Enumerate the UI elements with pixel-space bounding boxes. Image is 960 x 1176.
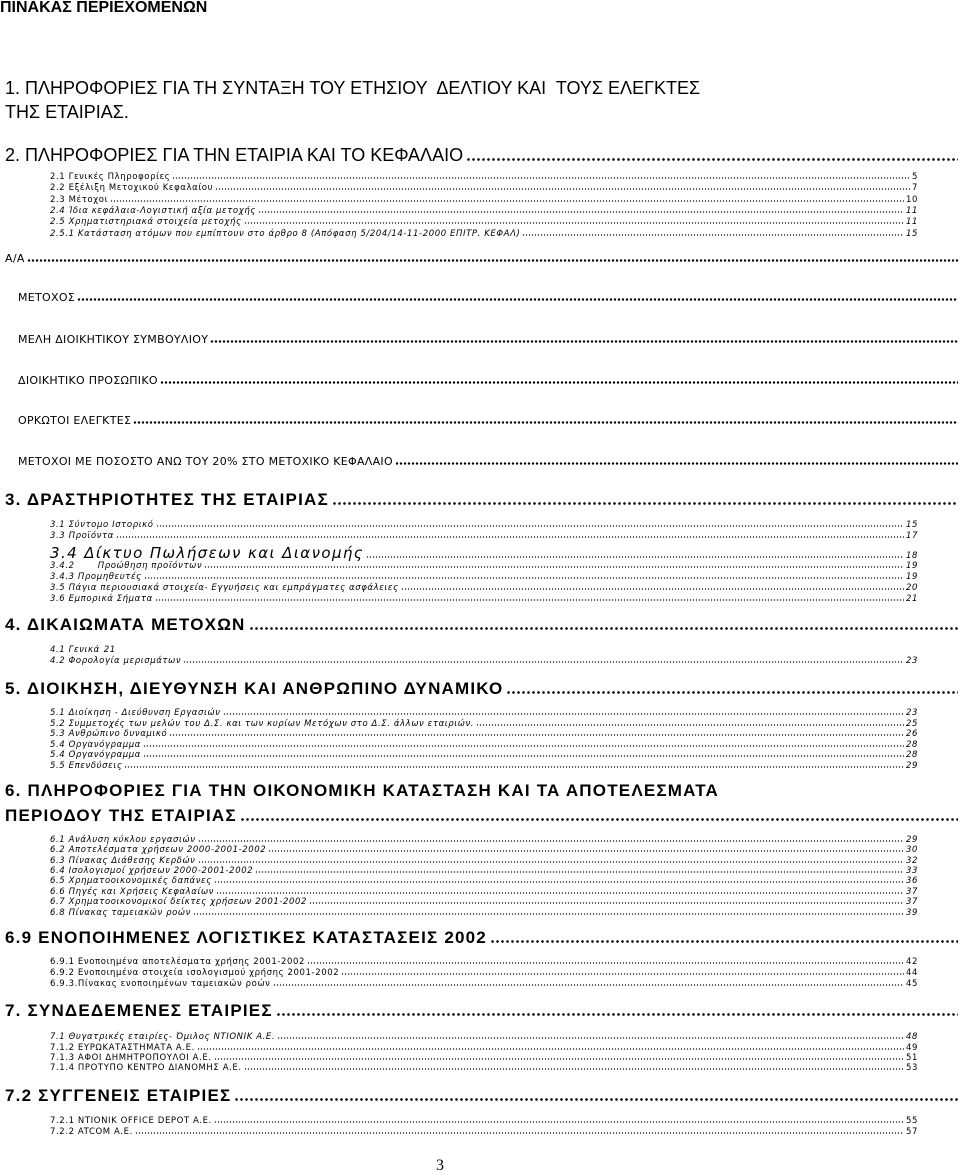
toc-entry-label: 7.2.2 ATCOM A.E.	[50, 1127, 133, 1137]
toc-entry[interactable]	[50, 172, 918, 183]
dot-leader	[116, 536, 904, 538]
toc-entry[interactable]	[50, 572, 918, 583]
toc-entry-page: 7	[911, 183, 918, 193]
toc-entry[interactable]	[50, 968, 918, 979]
toc-entry-label: 3.4 Δίκτυο Πωλήσεων και Διανομής	[50, 544, 365, 562]
toc-entry-page: 55	[905, 1116, 918, 1126]
dot-leader	[214, 1121, 904, 1123]
toc-table-heading-label: ΔΙΟΙΚΗΤΙΚΟ ΠΡΟΣΩΠΙΚΟ	[18, 374, 158, 387]
toc-entry-label: 6.3 Πίνακας Διάθεσης Κερδών	[50, 856, 196, 866]
toc-entry[interactable]	[50, 183, 918, 194]
dot-leader	[198, 840, 904, 842]
toc-entry-page: 49	[905, 1043, 918, 1053]
toc-entry[interactable]	[50, 1116, 918, 1127]
toc-entry-page: 5	[911, 172, 918, 182]
toc-heading-label: 7.2 ΣΥΓΓΕΝΕΙΣ ΕΤΑΙΡΙΕΣ	[5, 1086, 232, 1105]
dot-leader	[193, 913, 904, 915]
dot-leader	[204, 566, 904, 568]
dot-leader	[143, 755, 904, 757]
toc-entry[interactable]	[50, 1032, 918, 1043]
dot-leader	[244, 1068, 904, 1070]
toc-section-heading[interactable]	[5, 780, 958, 802]
dot-leader	[144, 577, 904, 579]
toc-entry[interactable]	[50, 583, 918, 594]
dot-leader	[77, 298, 958, 301]
toc-entry-page: 57	[905, 1127, 918, 1137]
toc-heading-label: 7. ΣΥΝΔΕΔΕΜΕΝΕΣ ΕΤΑΙΡΙΕΣ	[5, 1001, 273, 1020]
toc-table-heading-label: ΜΕΤΟΧΟΙ ΜΕ ΠΟΣΟΣΤΟ ΑΝΩ ΤΟΥ 20% ΣΤΟ ΜΕΤΟΧΙΚΟ ΚΕΦΑΛΑΙΟ	[18, 455, 393, 468]
toc-entry[interactable]	[50, 656, 918, 667]
toc-entry-label: 7.1.4 ΠΡΟΤΥΠΟ ΚΕΝΤΡΟ ΔΙΑΝΟΜΗΣ Α.Ε.	[50, 1063, 242, 1073]
dot-leader	[214, 1058, 904, 1060]
dot-leader	[244, 222, 904, 224]
toc-entry-page: 39	[905, 908, 918, 918]
dot-leader	[490, 940, 958, 943]
toc-entry-page: 33	[905, 866, 918, 876]
toc-section-heading[interactable]	[5, 489, 958, 511]
toc-entry[interactable]	[50, 561, 918, 572]
toc-title: ΠΙΝΑΚΑΣ ΠΕΡΙΕΧΟΜΕΝΩΝ	[0, 0, 208, 16]
toc-entry-page: 30	[905, 845, 918, 855]
toc-entry-label: 6.6 Πηγές και Χρήσεις Κεφαλαίων	[50, 887, 215, 897]
dot-leader	[401, 588, 904, 590]
dot-leader	[255, 871, 904, 873]
toc-section-heading[interactable]	[5, 76, 958, 100]
dot-leader	[522, 234, 904, 236]
dot-leader	[155, 599, 904, 601]
page-number: 3	[436, 1157, 444, 1174]
toc-entry-label: 2.3 Μέτοχοι	[50, 195, 109, 205]
toc-entry-page: 10	[905, 195, 918, 205]
toc-entry-page: 29	[905, 761, 918, 771]
toc-entry-page: 20	[905, 583, 918, 593]
toc-section-heading-continued[interactable]	[5, 805, 958, 827]
toc-entry-page: 23	[905, 708, 918, 718]
toc-entry[interactable]	[50, 979, 918, 990]
dot-leader	[133, 421, 958, 424]
toc-entry-page: 53	[905, 1063, 918, 1073]
toc-entry-page: 26	[905, 729, 918, 739]
dot-leader	[268, 850, 904, 852]
toc-entry-label: 6.7 Χρηματοοικονομικοί δείκτες χρήσεων 2001-2002	[50, 897, 308, 907]
toc-entry-label: 5.1 Διοίκηση - Διεύθυνση Εργασιών	[50, 708, 221, 718]
toc-entry-label: 5.5 Επενδύσεις	[50, 761, 123, 771]
toc-entry-page: 25	[905, 719, 918, 729]
toc-table-heading-label: Α/Α	[5, 252, 25, 265]
toc-section-heading[interactable]	[5, 1085, 958, 1107]
dot-leader	[135, 1132, 904, 1134]
toc-entry-label: 4.2 Φορολογία μερισμάτων	[50, 656, 182, 666]
dot-leader	[307, 962, 904, 964]
toc-section-heading-continued[interactable]	[5, 100, 958, 124]
dot-leader	[506, 691, 958, 694]
dot-leader	[215, 188, 910, 190]
toc-entry-label: 6.4 Ισολογισμοί χρήσεων 2000-2001-2002	[50, 866, 254, 876]
toc-section-heading[interactable]	[5, 614, 958, 636]
toc-entry-page: 11	[905, 206, 918, 216]
toc-entry-page: 19	[905, 572, 918, 582]
dot-leader	[240, 818, 958, 821]
toc-entry[interactable]	[50, 876, 918, 887]
toc-entry-label: 2.5 Χρηματιστηριακά στοιχεία μετοχής	[50, 217, 242, 227]
toc-entry-page: 45	[905, 979, 918, 989]
toc-section-heading[interactable]	[5, 678, 958, 700]
toc-entry[interactable]	[50, 594, 918, 605]
toc-entry-label: 4.1 Γενικά	[50, 645, 100, 655]
toc-entry-label: 3.5 Πάγια περιουσιακά στοιχεία- Εγγυήσεις και εμπράγματες ασφάλειες	[50, 583, 399, 593]
toc-entry-label: 5.4 Οργανόγραμμα	[50, 740, 141, 750]
dot-leader	[124, 766, 904, 768]
toc-heading-label: 4. ΔΙΚΑΙΩΜΑΤΑ ΜΕΤΟΧΩΝ	[5, 615, 246, 634]
dot-leader	[27, 259, 958, 262]
dot-leader	[160, 381, 958, 384]
toc-entry-page: 11	[905, 217, 918, 227]
toc-entry[interactable]	[50, 750, 918, 761]
toc-entry[interactable]	[50, 206, 918, 217]
dot-leader	[234, 1098, 958, 1101]
toc-table-heading[interactable]	[18, 332, 958, 348]
toc-section-heading[interactable]	[5, 927, 958, 949]
toc-entry[interactable]	[50, 845, 918, 856]
toc-entry[interactable]	[50, 708, 918, 719]
toc-entry-label: 5.4 Οργανόγραμμα	[50, 750, 141, 760]
toc-section-heading[interactable]	[5, 1000, 958, 1022]
toc-heading-label: ΤΗΣ ΕΤΑΙΡΙΑΣ.	[5, 102, 129, 122]
toc-heading-label: 6. ΠΛΗΡΟΦΟΡΙΕΣ ΓΙΑ ΤΗΝ ΟΙΚΟΝΟΜΙΚΗ ΚΑΤΑΣΤΑΣΗ ΚΑΙ ΤΑ ΑΠΟΤΕΛΕΣΜΑΤΑ	[5, 781, 720, 800]
dot-leader	[466, 158, 958, 161]
toc-entry-label: 3.1 Σύντομο Ιστορικό	[50, 520, 154, 530]
toc-entry-page: 29	[905, 835, 918, 845]
toc-entry-label: 6.1 Ανάλυση κύκλου εργασιών	[50, 835, 196, 845]
toc-entry-page: 19	[905, 561, 918, 571]
toc-entry-label: 3.4.2 Προώθηση προϊόντων	[50, 561, 203, 571]
dot-leader	[249, 627, 958, 630]
toc-entry[interactable]	[50, 957, 918, 968]
toc-heading-label: 2. ΠΛΗΡΟΦΟΡΙΕΣ ΓΙΑ ΤΗΝ ΕΤΑΙΡΙΑ ΚΑΙ ΤΟ ΚΕΦΑΛΑΙΟ	[5, 145, 464, 165]
toc-table-heading[interactable]	[18, 290, 958, 306]
toc-section-heading[interactable]	[5, 143, 958, 167]
toc-entry[interactable]	[50, 645, 918, 656]
toc-entry-label: 6.5 Χρηματοοικονομικές δαπάνες	[50, 876, 212, 886]
toc-entry-label: 2.5.1 Κατάσταση ατόμων που εμπίπτουν στο άρθρο 8 (Απόφαση 5/204/14-11-2000 ΕΠΙΤΡ. ΚΕΦΑΛ)	[50, 229, 521, 239]
dot-leader	[366, 556, 904, 558]
toc-entry-page: 51	[905, 1053, 918, 1063]
toc-entry-page: 48	[905, 1032, 918, 1042]
toc-entry-label: 7.1.3 ΑΦΟΙ ΔΗΜΗΤΡΟΠΟΥΛΟΙ Α.Ε.	[50, 1053, 212, 1063]
toc-entry-label: 5.2 Συμμετοχές των μελών του Δ.Σ. και των κυρίων Μετόχων στο Δ.Σ. άλλων εταιριών.	[50, 719, 475, 729]
toc-table-heading[interactable]	[18, 454, 958, 470]
toc-table-heading[interactable]	[18, 413, 958, 429]
dot-leader	[197, 1048, 904, 1050]
toc-entry-label: 7.1 Θυγατρικές εταιρίες- Όμιλος ΝΤΙΟΝΙΚ Α.Ε.	[50, 1032, 276, 1042]
dot-leader	[183, 661, 904, 663]
toc-entry-page: 42	[905, 957, 918, 967]
toc-entry-label: 2.1 Γενικές Πληροφορίες	[50, 172, 171, 182]
dot-leader	[476, 724, 904, 726]
dot-leader	[258, 211, 904, 213]
toc-entry-label: 7.2.1 ΝΤΙΟΝΙΚ OFFICE DEPOT A.E.	[50, 1116, 212, 1126]
toc-table-heading-label: ΟΡΚΩΤΟΙ ΕΛΕΓΚΤΕΣ	[18, 414, 132, 427]
toc-entry-label: 2.2 Εξέλιξη Μετοχικού Κεφαλαίου	[50, 183, 214, 193]
toc-entry-page: 28	[905, 750, 918, 760]
toc-table-heading[interactable]	[18, 373, 958, 389]
toc-heading-label: 3. ΔΡΑΣΤΗΡΙΟΤΗΤΕΣ ΤΗΣ ΕΤΑΙΡΙΑΣ	[5, 490, 329, 509]
toc-entry[interactable]	[50, 217, 918, 228]
toc-entry[interactable]	[50, 761, 918, 772]
dot-leader	[223, 713, 904, 715]
dot-leader	[210, 340, 958, 343]
toc-entry-label: 3.6 Εμπορικά Σήματα	[50, 594, 153, 604]
toc-table-heading-label: ΜΕΛΗ ΔΙΟΙΚΗΤΙΚΟΥ ΣΥΜΒΟΥΛΙΟΥ	[18, 333, 209, 346]
toc-entry[interactable]	[50, 1127, 918, 1138]
dot-leader	[395, 462, 958, 465]
dot-leader	[172, 177, 910, 179]
toc-entry-label: 7.1.2 ΕΥΡΩΚΑΤΑΣΤΗΜΑΤΑ Α.Ε.	[50, 1043, 195, 1053]
toc-entry-label: 6.9.3.Πίνακας ενοποιημένων ταμειακών ροών	[50, 979, 271, 989]
dot-leader	[332, 502, 958, 505]
dot-leader	[309, 902, 904, 904]
dot-leader	[156, 525, 904, 527]
toc-entry-label: 3.3 Προϊόντα	[50, 531, 114, 541]
toc-entry[interactable]	[50, 520, 918, 531]
toc-entry-page: 17	[905, 531, 918, 541]
toc-entry-label: 3.4.3 Προμηθευτές	[50, 572, 142, 582]
toc-heading-label: 1. ΠΛΗΡΟΦΟΡΙΕΣ ΓΙΑ ΤΗ ΣΥΝΤΑΞΗ ΤΟΥ ΕΤΗΣΙΟΥ ΔΕΛΤΙΟΥ ΚΑΙ ΤΟΥΣ ΕΛΕΓΚΤΕΣ	[5, 78, 701, 98]
toc-entry[interactable]	[50, 729, 918, 740]
toc-entry-label: 6.8 Πίνακας ταμειακών ροών	[50, 908, 191, 918]
dot-leader	[214, 881, 904, 883]
toc-entry-page: 36	[905, 876, 918, 886]
dot-leader	[143, 745, 904, 747]
toc-entry-page: 28	[905, 740, 918, 750]
toc-entry[interactable]	[50, 195, 918, 206]
dot-leader	[198, 861, 904, 863]
toc-heading-label: 6.9 ΕΝΟΠΟΙΗΜΕΝΕΣ ΛΟΓΙΣΤΙΚΕΣ ΚΑΤΑΣΤΑΣΕΙΣ 2002	[5, 928, 487, 947]
toc-entry-page: 23	[905, 656, 918, 666]
toc-entry-page: 15	[905, 520, 918, 530]
dot-leader	[276, 1013, 958, 1016]
toc-heading-label: ΠΕΡΙΟΔΟΥ ΤΗΣ ΕΤΑΙΡΙΑΣ	[5, 806, 237, 825]
dot-leader	[273, 984, 904, 986]
toc-entry[interactable]	[50, 897, 918, 908]
toc-entry-label: 5.3 Ανθρώπινο δυναμικό	[50, 729, 168, 739]
toc-entry-label: 2.4 Ίδια κεφάλαια-Λογιστική αξία μετοχής	[50, 206, 256, 216]
toc-table-heading[interactable]	[5, 251, 958, 267]
toc-entry[interactable]	[50, 531, 918, 542]
toc-entry-page: 21	[905, 594, 918, 604]
toc-entry-page: 37	[905, 887, 918, 897]
dot-leader	[169, 734, 904, 736]
toc-entry-page: 37	[905, 897, 918, 907]
toc-entry-page: 32	[905, 856, 918, 866]
toc-entry[interactable]	[50, 1063, 918, 1074]
toc-entry-page: 18	[905, 551, 918, 561]
toc-entry-page: 44	[905, 968, 918, 978]
dot-leader	[341, 973, 904, 975]
toc-entry[interactable]	[50, 908, 918, 919]
toc-entry-label: 6.2 Αποτελέσματα χρήσεων 2000-2001-2002	[50, 845, 267, 855]
dot-leader	[216, 892, 904, 894]
toc-entry-label: 6.9.1 Ενοποιημένα αποτελέσματα χρήσης 2001-2002	[50, 957, 306, 967]
toc-entry-page: 21	[103, 645, 116, 655]
toc-table-heading-label: ΜΕΤΟΧΟΣ	[18, 291, 76, 304]
toc-heading-label: 5. ΔΙΟΙΚΗΣΗ, ΔΙΕΥΘΥΝΣΗ ΚΑΙ ΑΝΘΡΩΠΙΝΟ ΔΥΝΑΜΙΚΟ	[5, 679, 504, 698]
toc-entry[interactable]	[50, 229, 918, 240]
dot-leader	[277, 1037, 904, 1039]
toc-entry-page: 15	[905, 229, 918, 239]
toc-entry-label: 6.9.2 Ενοποιημένα στοιχεία ισολογισμού χρήσης 2001-2002	[50, 968, 340, 978]
dot-leader	[110, 200, 904, 202]
